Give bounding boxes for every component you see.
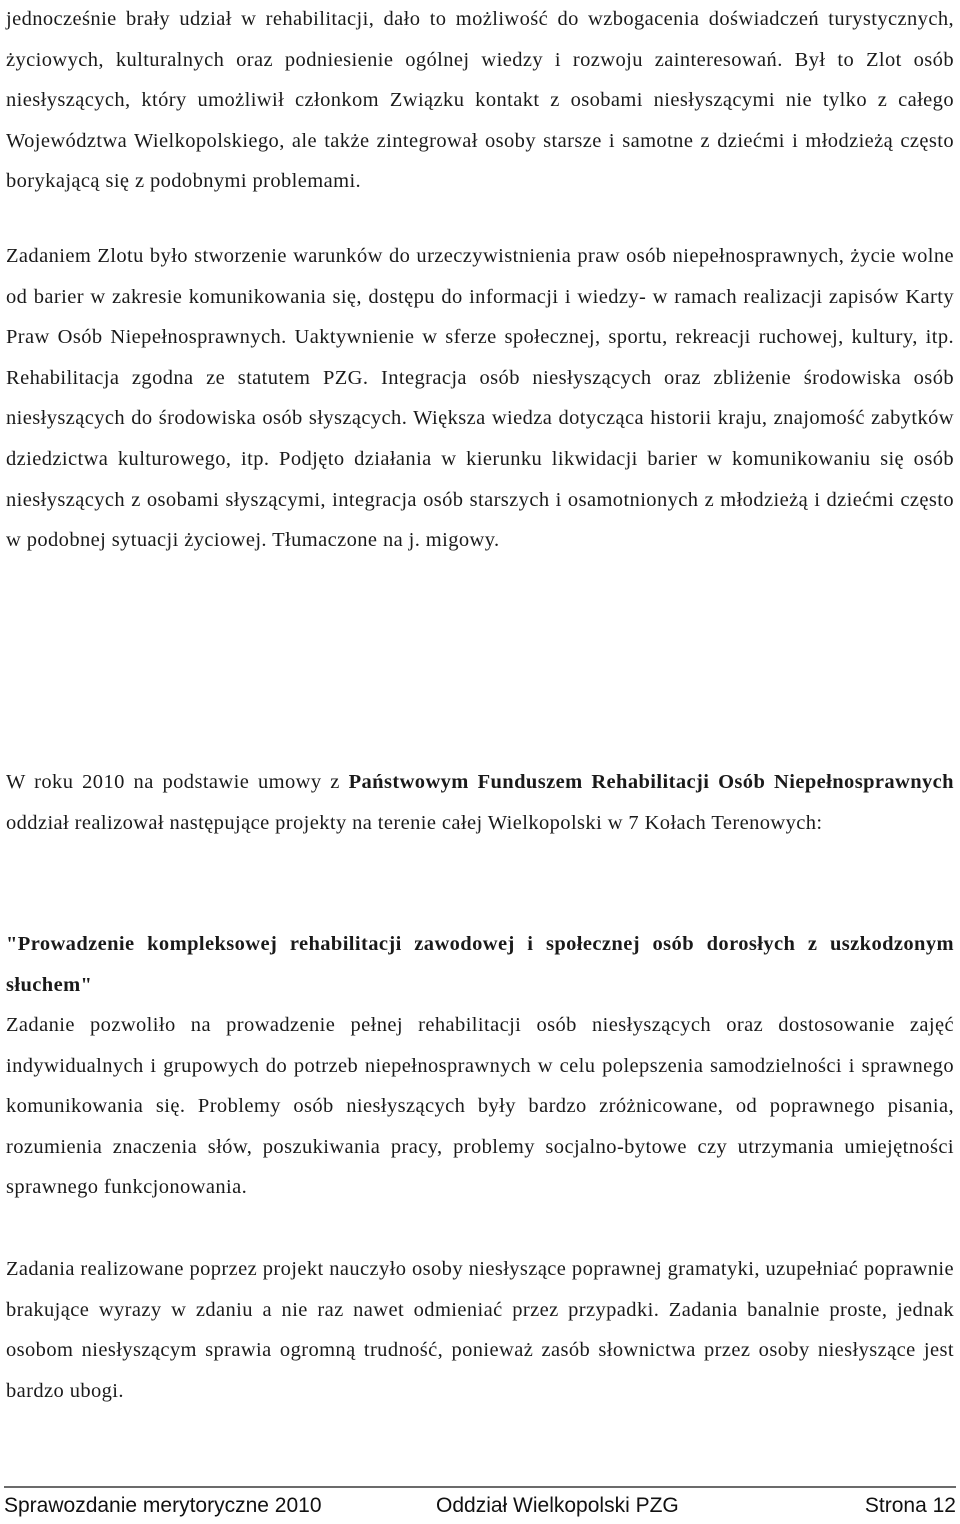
- project-title: "Prowadzenie kompleksowej rehabilitacji zawodowej i społecznej osób dorosłych z uszkodzonym słuchem": [6, 933, 954, 996]
- paragraph-project-results: Zadania realizowane poprzez projekt nauczyło osoby niesłyszące poprawnej gramatyki, uzupełniać poprawnie brakujące wyrazy w zdaniu a nie raz nawet odmieniać przez przypadki. Zadania banalnie proste, jednak osobom niesłyszącym sprawia ogromną trudność, ponieważ zasób słownictwa przez osoby niesłyszące jest bardzo ubogi.: [6, 1258, 954, 1402]
- paragraph-zlot-goals: Zadaniem Zlotu było stworzenie warunków do urzeczywistnienia praw osób niepełnosprawnych, życie wolne od barier w zakresie komunikowania się, dostępu do informacji i wiedzy- w ramach realizacji zapisów Karty Praw Osób Niepełnosprawnych. Uaktywnienie w sferze społecznej, sportu, rekreacji ruchowej, kultury, itp. Rehabilitacja zgodna ze statutem PZG. Integracja osób niesłyszących oraz zbliżenie środowiska osób niesłyszących do środowiska osób słyszących. Większa wiedza dotycząca historii kraju, znajomość zabytków dziedzictwa kulturowego, itp. Podjęto działania w kierunku likwidacji barier w komunikowaniu się osób niesłyszących z osobami słyszącymi, integracja osób starszych i osamotnionych z młodzieżą i dziećmi często w podobnej sytuacji życiowej. Tłumaczone na j. migowy.: [6, 245, 954, 552]
- footer-page-number: Strona 12: [864, 1494, 956, 1517]
- paragraph-zlot-intro: jednocześnie brały udział w rehabilitacji, dało to możliwość do wzbogacenia doświadczeń turystycznych, życiowych, kulturalnych oraz podniesienie ogólnej wiedzy i rozwoju zainteresowań. Był to Zlot osób niesłyszących, który umożliwił członkom Związku kontakt z osobami niesłyszącymi nie tylko z całego Województwa Wielkopolskiego, ale także zintegrował osoby starsze i samotne z dziećmi i młodzieżą często borykającą się z podobnymi problemami.: [6, 8, 954, 193]
- pfron-intro-text: W roku 2010 na podstawie umowy z: [6, 771, 349, 793]
- pfron-name: Państwowym Funduszem Rehabilitacji Osób Niepełnosprawnych: [348, 771, 954, 793]
- page-footer: [4, 1486, 956, 1524]
- paragraph-pfron-intro: [6, 762, 954, 843]
- footer-report-title: Sprawozdanie merytoryczne 2010: [4, 1494, 322, 1517]
- paragraph-project-description: Zadanie pozwoliło na prowadzenie pełnej rehabilitacji osób niesłyszących oraz dostosowanie zajęć indywidualnych i grupowych do potrzeb niepełnosprawnych w celu polepszenia samodzielności i sprawnego komunikowania się. Problemy osób niesłyszących były bardzo zróżnicowane, od poprawnego pisania, rozumienia znaczenia słów, poszukiwania pracy, problemy socjalno-bytowe czy utrzymania umiejętności sprawnego funkcjonowania.: [6, 1014, 954, 1199]
- footer-branch-name: Oddział Wielkopolski PZG: [436, 1494, 679, 1517]
- pfron-intro-rest: oddział realizował następujące projekty na terenie całej Wielkopolski w 7 Kołach Terenowych:: [6, 811, 823, 834]
